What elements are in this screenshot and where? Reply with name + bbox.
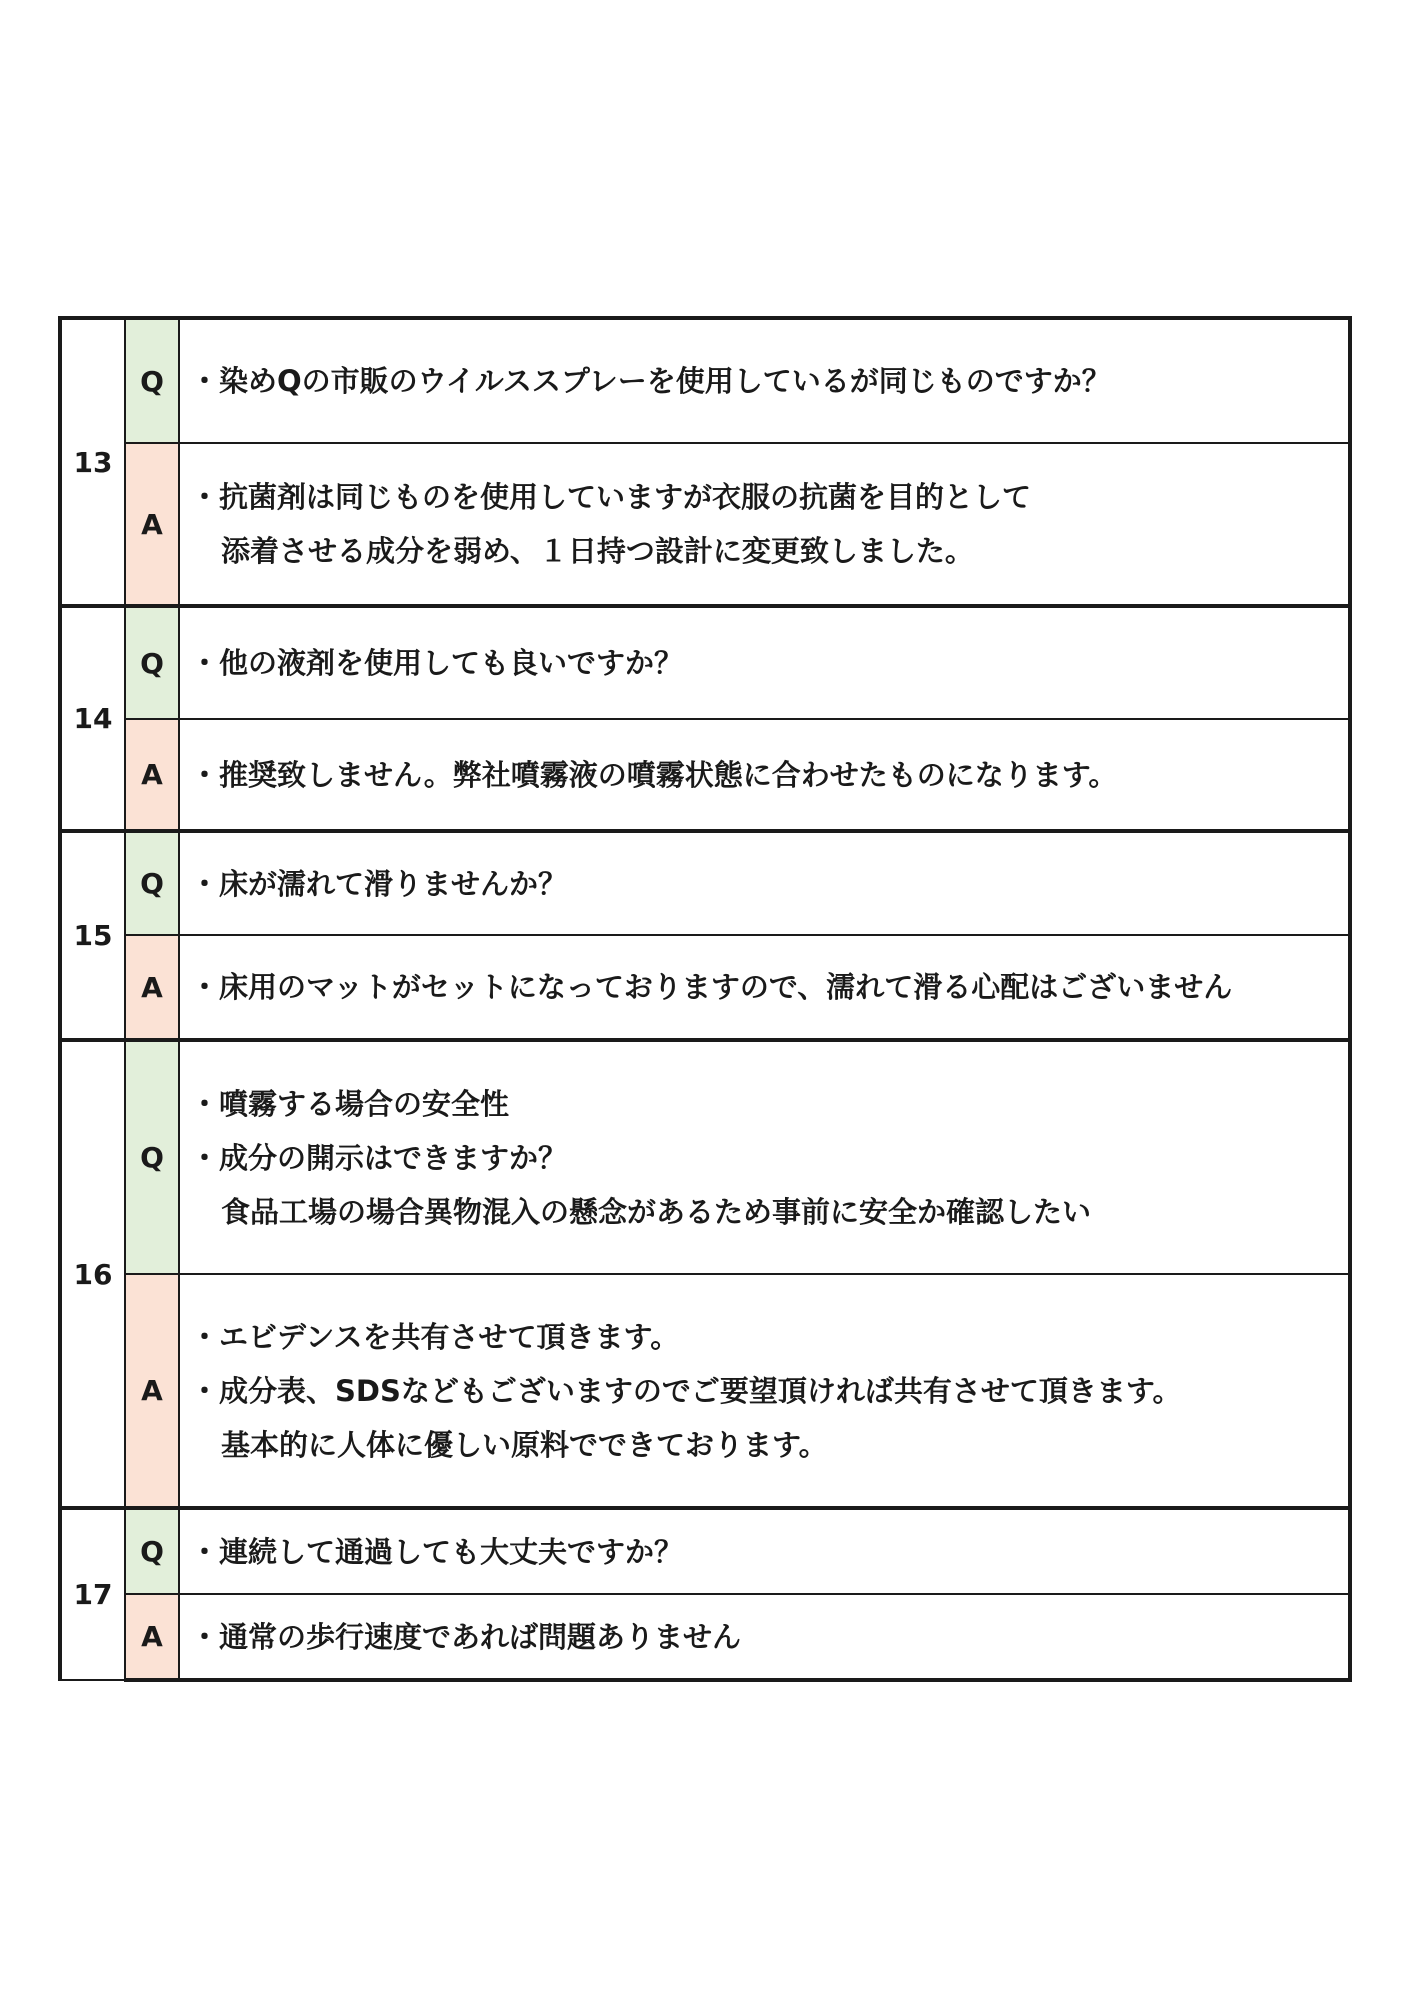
answer-text	[179, 1594, 1350, 1680]
answer-label: A	[125, 719, 179, 831]
answer-text	[179, 719, 1350, 831]
question-label: Q	[125, 1040, 179, 1274]
answer-line: ・エビデンスを共有させて頂きます。	[190, 1319, 680, 1354]
faq-number: 15	[60, 831, 125, 1040]
question-line: ・噴霧する場合の安全性	[190, 1086, 510, 1121]
answer-line: ・推奨致しません。弊社噴霧液の噴霧状態に合わせたものになります。	[190, 757, 1118, 792]
question-line: ・連続して通過しても大丈夫ですか？	[190, 1534, 684, 1569]
faq-answer-row	[60, 1274, 1350, 1508]
faq-number: 17	[60, 1508, 125, 1680]
faq-question-row	[60, 1040, 1350, 1274]
answer-text	[179, 443, 1350, 606]
question-label: Q	[125, 318, 179, 443]
question-line: ・染めQの市販のウイルススプレーを使用しているが同じものですか？	[190, 364, 1111, 398]
faq-question-row	[60, 831, 1350, 935]
answer-line: 添着させる成分を弱め、１日持つ設計に変更致しました。	[221, 534, 974, 568]
faq-question-row	[60, 606, 1350, 719]
answer-text	[179, 1274, 1350, 1508]
answer-label: A	[125, 443, 179, 606]
answer-label: A	[125, 1274, 179, 1508]
answer-label: A	[125, 1594, 179, 1680]
question-text	[179, 1508, 1350, 1594]
answer-line: 基本的に人体に優しい原料でできております。	[221, 1427, 828, 1462]
question-text	[179, 318, 1350, 443]
faq-answer-row	[60, 1594, 1350, 1680]
question-label: Q	[125, 606, 179, 719]
faq-question-row	[60, 1508, 1350, 1594]
faq-number: 14	[60, 606, 125, 831]
question-line: ・成分の開示はできますか？	[190, 1140, 568, 1175]
question-line: 食品工場の場合異物混入の懸念があるため事前に安全か確認したい	[221, 1194, 1092, 1229]
faq-number: 16	[60, 1040, 125, 1508]
answer-line: ・成分表、SDSなどもございますのでご要望頂ければ共有させて頂きます。	[190, 1373, 1182, 1408]
faq-answer-row	[60, 719, 1350, 831]
question-text	[179, 606, 1350, 719]
answer-label: A	[125, 935, 179, 1040]
question-line: ・他の液剤を使用しても良いですか？	[190, 646, 684, 680]
faq-question-row	[60, 318, 1350, 443]
answer-text	[179, 935, 1350, 1040]
question-text	[179, 1040, 1350, 1274]
answer-line: ・通常の歩行速度であれば問題ありません	[190, 1619, 742, 1654]
faq-answer-row	[60, 443, 1350, 606]
question-label: Q	[125, 1508, 179, 1594]
question-label: Q	[125, 831, 179, 935]
faq-number: 13	[60, 318, 125, 606]
faq-answer-row	[60, 935, 1350, 1040]
answer-line: ・床用のマットがセットになっておりますので、濡れて滑る心配はございません	[190, 970, 1233, 1004]
question-line: ・床が濡れて滑りませんか？	[190, 866, 568, 901]
faq-table	[58, 316, 1352, 1682]
question-text	[179, 831, 1350, 935]
answer-line: ・抗菌剤は同じものを使用していますが衣服の抗菌を目的として	[190, 480, 1032, 514]
